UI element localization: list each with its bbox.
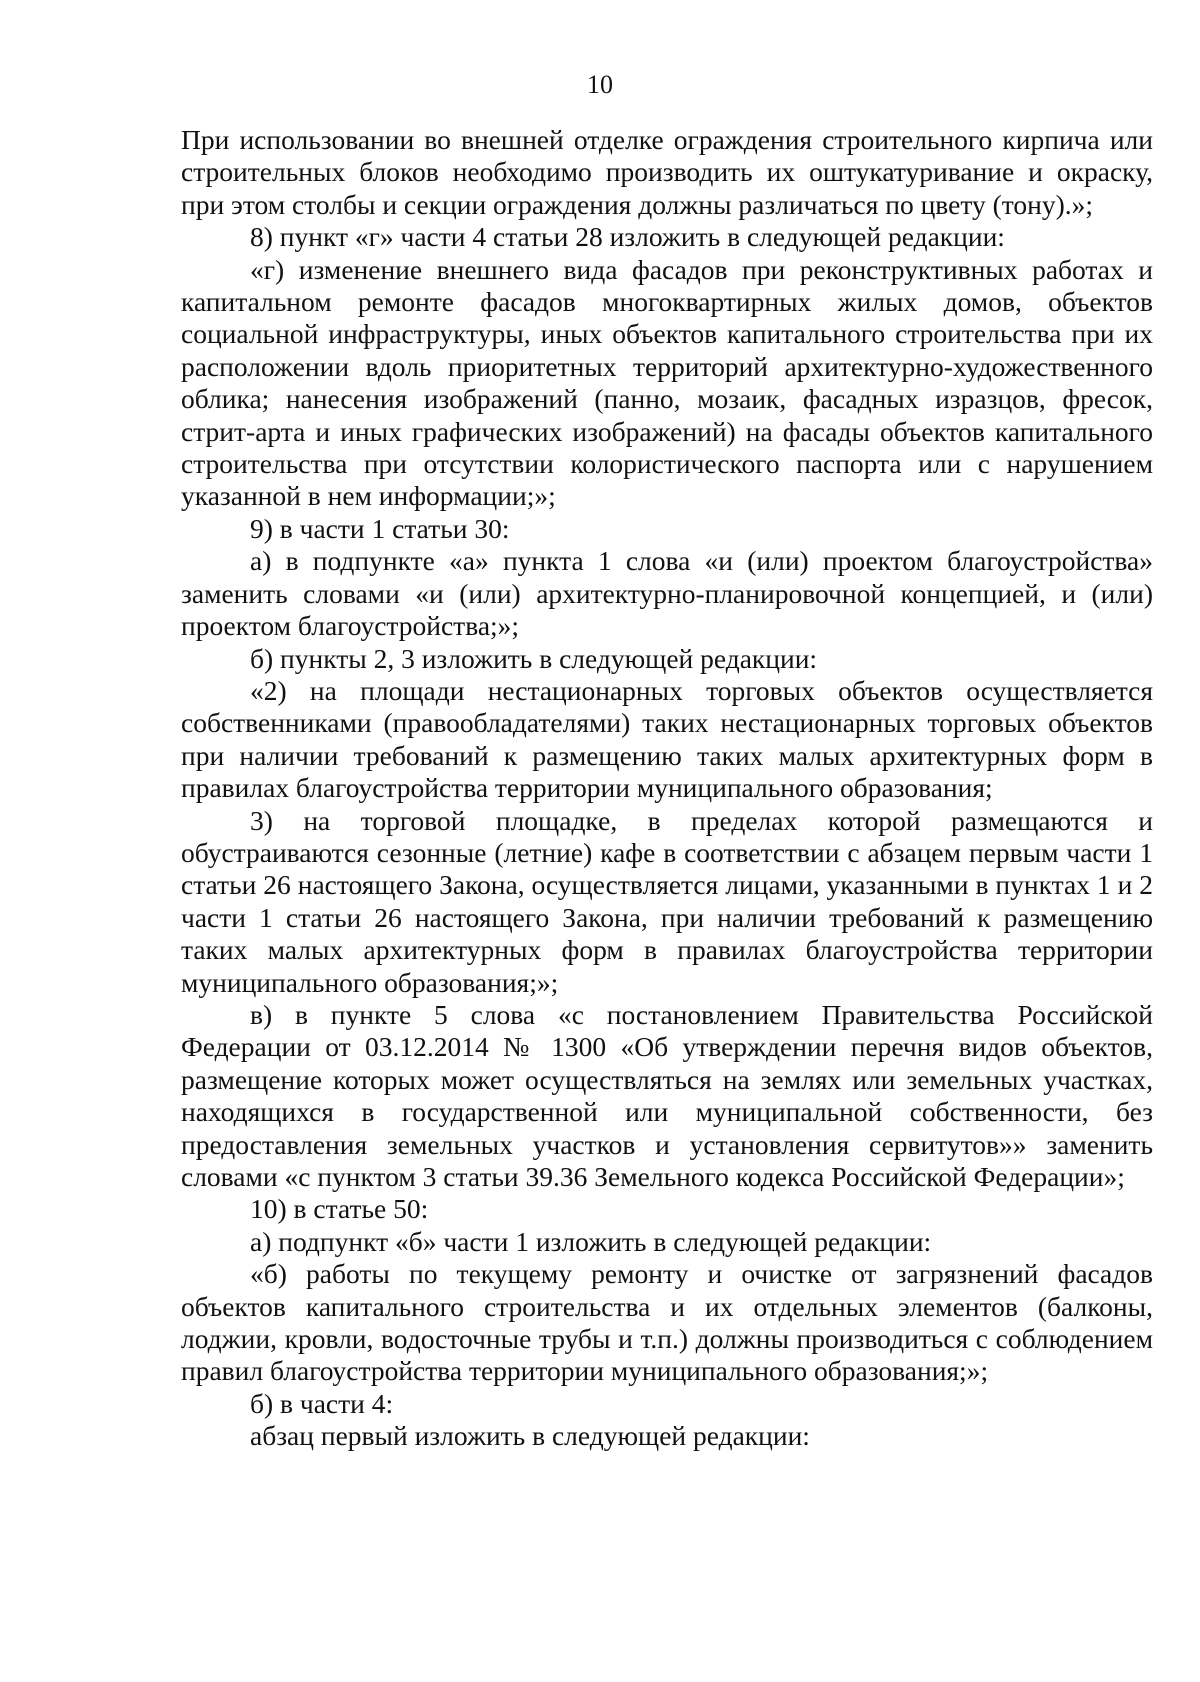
paragraph-item-10-b-first-abzac: абзац первый изложить в следующей редакции: <box>250 1420 810 1452</box>
paragraph-item-9: 9) в части 1 статьи 30: <box>250 512 510 544</box>
paragraph-item-9-v: в) в пункте 5 слова «с постановлением Правительства Российской Федерации от 03.12.2014 № 1300 «Об утверждении перечня видов объектов, размещение которых может осуществляться на землях или земельных участках, находящихся в государственной или муниципальной собственности, без предоставления земельных участков и установления сервитутов»» заменить словами «с пунктом 3 статьи 39.36 Земельного кодекса Российской Федерации»; <box>181 998 1153 1192</box>
paragraph-item-10-a: а) подпункт «б» части 1 изложить в следующей редакции: <box>250 1225 932 1257</box>
paragraph-item-10: 10) в статье 50: <box>250 1193 429 1225</box>
paragraph-fence-finishing: При использовании во внешней отделке ограждения строительного кирпича или строительных блоков необходимо производить их оштукатуривание и окраску, при этом столбы и секции ограждения должны различаться по цвету (тону).»; <box>181 124 1153 220</box>
paragraph-item-9-b-2: «2) на площади нестационарных торговых объектов осуществляется собственниками (правообладателями) таких нестационарных торговых объектов при наличии требований к размещению таких малых архитектурных форм в правилах благоустройства территории муниципального образования; <box>181 674 1153 804</box>
paragraph-item-9-b-3: 3) на торговой площадке, в пределах которой размещаются и обустраиваются сезонные (летние) кафе в соответствии с абзацем первым части 1 статьи 26 настоящего Закона, осуществляется лицами, указанными в пунктах 1 и 2 части 1 статьи 26 настоящего Закона, при наличии требований к размещению таких малых архитектурных форм в правилах благоустройства территории муниципального образования;»; <box>181 804 1153 998</box>
paragraph-item-10-a-b-text: «б) работы по текущему ремонту и очистке от загрязнений фасадов объектов капитального строительства и их отдельных элементов (балконы, лоджии, кровли, водосточные трубы и т.п.) должны производиться с соблюдением правил благоустройства территории муниципального образования;»; <box>181 1258 1153 1387</box>
document-body <box>181 124 1153 1453</box>
page-number: 10 <box>587 70 613 99</box>
paragraph-item-10-b: б) в части 4: <box>250 1387 394 1419</box>
paragraph-item-9-a: а) в подпункте «а» пункта 1 слова «и (или) проектом благоустройства» заменить словами «и (или) архитектурно-планировочной концепцией, и (или) проектом благоустройства;»; <box>181 545 1153 642</box>
paragraph-item-8-g-text: «г) изменение внешнего вида фасадов при реконструктивных работах и капитальном ремонте фасадов многоквартирных жилых домов, объектов социальной инфраструктуры, иных объектов капитального строительства при их расположении вдоль приоритетных территорий архитектурно-художественного облика; нанесения изображений (панно, мозаик, фасадных изразцов, фресок, стрит-арта и иных графических изображений) на фасады объектов капитального строительства при отсутствии колористического паспорта или с нарушением указанной в нем информации;»; <box>181 253 1153 512</box>
paragraph-item-8: 8) пункт «г» части 4 статьи 28 изложить в следующей редакции: <box>250 221 1005 253</box>
paragraph-item-9-b: б) пункты 2, 3 изложить в следующей редакции: <box>250 642 818 674</box>
